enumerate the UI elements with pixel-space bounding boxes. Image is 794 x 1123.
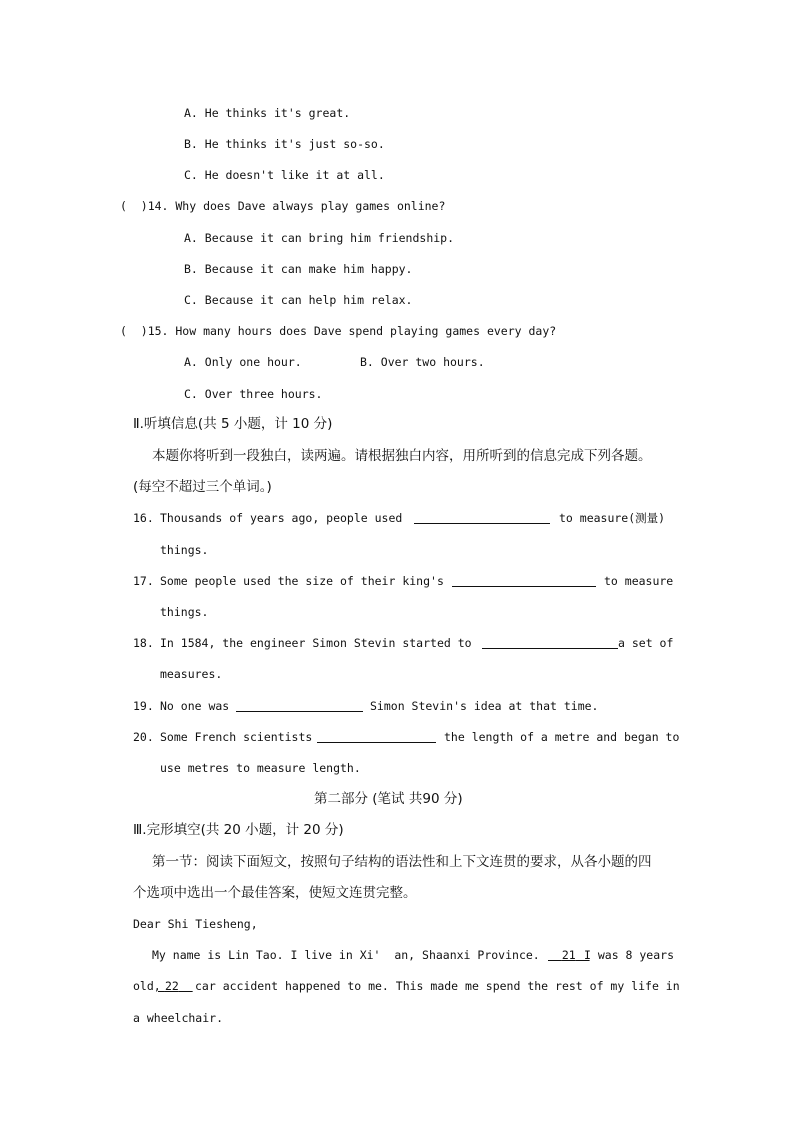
q19-text-after: Simon Stevin's idea at that time.	[370, 699, 599, 713]
q18-number: 18.	[133, 636, 154, 650]
q15-option-a: A. Only one hour.	[184, 355, 302, 369]
q20-number: 20.	[133, 730, 154, 744]
letter-p1-end: I was 8 years	[584, 948, 675, 962]
section2-instructions-1: 本题你将听到一段独白，读两遍。请根据独白内容，用所听到的信息完成下列各题。	[152, 448, 652, 464]
q13-option-c: C. He doesn't like it at all.	[184, 168, 385, 182]
q15-option-b: B. Over two hours.	[360, 355, 485, 369]
q18-text-after: a set of	[618, 636, 674, 650]
blank-22-number: 22	[164, 979, 179, 993]
q20-text-after: the length of a metre and began to	[444, 730, 680, 744]
section3-heading: Ⅲ.完形填空(共 20 小题，计 20 分)	[133, 822, 344, 838]
blank-22[interactable]	[158, 978, 193, 994]
q15-stem: ( )15. How many hours does Dave spend playing games every day?	[120, 324, 557, 338]
q18-continuation: measures.	[160, 667, 223, 681]
blank-21-number: 21	[561, 948, 576, 962]
letter-p2-start: old,	[133, 979, 161, 993]
q20-continuation: use metres to measure length.	[160, 761, 361, 775]
q13-option-b: B. He thinks it's just so-so.	[184, 137, 385, 151]
q19-answer-blank[interactable]	[236, 699, 363, 712]
section3-instructions-2: 个选项中选出一个最佳答案，使短文连贯完整。	[133, 885, 417, 901]
letter-p2-end: car accident happened to me. This made me spend the rest of my life in	[195, 979, 680, 993]
q16-answer-blank[interactable]	[414, 511, 550, 524]
section3-instructions-1: 第一节：阅读下面短文，按照句子结构的语法性和上下文连贯的要求，从各小题的四	[152, 854, 652, 870]
q14-option-c: C. Because it can help him relax.	[184, 293, 413, 307]
q18-answer-blank[interactable]	[482, 636, 618, 649]
q17-number: 17.	[133, 574, 154, 588]
q19-text-before: No one was	[160, 699, 230, 713]
q18-text-before: In 1584, the engineer Simon Stevin started to	[160, 636, 472, 650]
q14-option-a: A. Because it can bring him friendship.	[184, 231, 455, 245]
q13-option-a: A. He thinks it's great.	[184, 106, 351, 120]
letter-salutation: Dear Shi Tiesheng,	[133, 917, 258, 931]
section2-heading: Ⅱ.听填信息(共 5 小题，计 10 分)	[133, 416, 333, 432]
q19-number: 19.	[133, 699, 154, 713]
q20-answer-blank[interactable]	[317, 730, 436, 743]
q15-option-c: C. Over three hours.	[184, 387, 323, 401]
q20-text-before: Some French scientists	[160, 730, 313, 744]
q17-answer-blank[interactable]	[452, 574, 596, 587]
q17-text-after: to measure	[604, 574, 674, 588]
q16-continuation: things.	[160, 543, 209, 557]
section2-instructions-2: (每空不超过三个单词。)	[133, 479, 272, 495]
q14-option-b: B. Because it can make him happy.	[184, 262, 413, 276]
q16-text-before: Thousands of years ago, people used	[160, 511, 403, 525]
letter-p1-start: My name is Lin Tao. I live in Xi' an, Shaanxi Province.	[152, 948, 540, 962]
q16-text-after: to measure(测量)	[559, 511, 666, 525]
q17-text-before: Some people used the size of their king's	[160, 574, 444, 588]
part2-title: 第二部分 (笔试 共90 分)	[314, 791, 463, 807]
q16-number: 16.	[133, 511, 154, 525]
letter-p3: a wheelchair.	[133, 1011, 224, 1025]
q14-stem: ( )14. Why does Dave always play games online?	[120, 199, 446, 213]
q17-continuation: things.	[160, 605, 209, 619]
